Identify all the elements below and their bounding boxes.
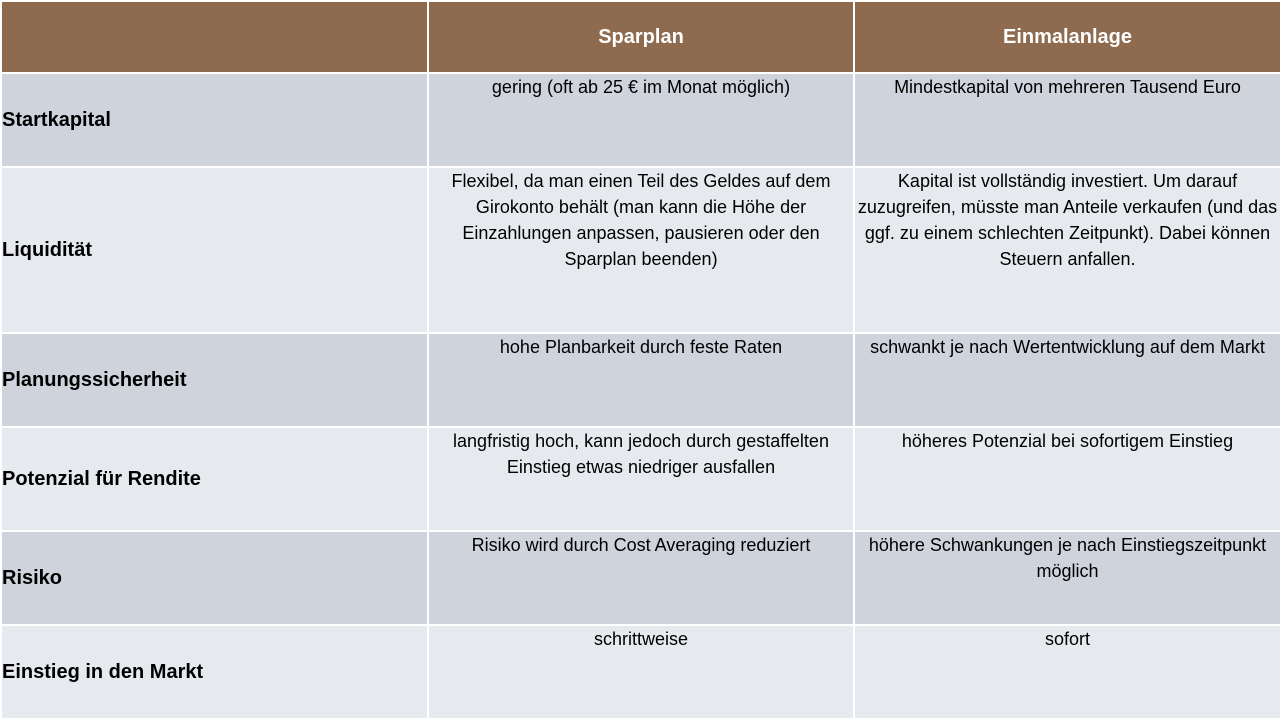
row-label: Planungssicherheit [1,333,428,427]
row-label: Einstieg in den Markt [1,625,428,719]
row-label: Liquidität [1,167,428,333]
header-row [1,1,1280,73]
einmalanlage-cell: Mindestkapital von mehreren Tausend Euro [854,73,1280,167]
einmalanlage-cell: schwankt je nach Wertentwicklung auf dem Markt [854,333,1280,427]
sparplan-cell: hohe Planbarkeit durch feste Raten [428,333,854,427]
row-label: Risiko [1,531,428,625]
einmalanlage-cell: höheres Potenzial bei sofortigem Einstieg [854,427,1280,531]
table-row [1,73,1280,167]
einmalanlage-cell: Kapital ist vollständig investiert. Um darauf zuzugreifen, müsste man Anteile verkaufen (und das ggf. zu einem schlechten Zeitpunkt). Dabei können Steuern anfallen. [854,167,1280,333]
sparplan-cell: schrittweise [428,625,854,719]
header-sparplan: Sparplan [428,1,854,73]
einmalanlage-cell: höhere Schwankungen je nach Einstiegszeitpunkt möglich [854,531,1280,625]
table-row [1,427,1280,531]
sparplan-cell: gering (oft ab 25 € im Monat möglich) [428,73,854,167]
table-row [1,333,1280,427]
row-label: Potenzial für Rendite [1,427,428,531]
table-row [1,625,1280,719]
header-corner [1,1,428,73]
table-row [1,167,1280,333]
table-row [1,531,1280,625]
header-einmalanlage: Einmalanlage [854,1,1280,73]
sparplan-cell: langfristig hoch, kann jedoch durch gestaffelten Einstieg etwas niedriger ausfallen [428,427,854,531]
sparplan-cell: Flexibel, da man einen Teil des Geldes auf dem Girokonto behält (man kann die Höhe der Einzahlungen anpassen, pausieren oder den Sparplan beenden) [428,167,854,333]
einmalanlage-cell: sofort [854,625,1280,719]
row-label: Startkapital [1,73,428,167]
sparplan-cell: Risiko wird durch Cost Averaging reduziert [428,531,854,625]
